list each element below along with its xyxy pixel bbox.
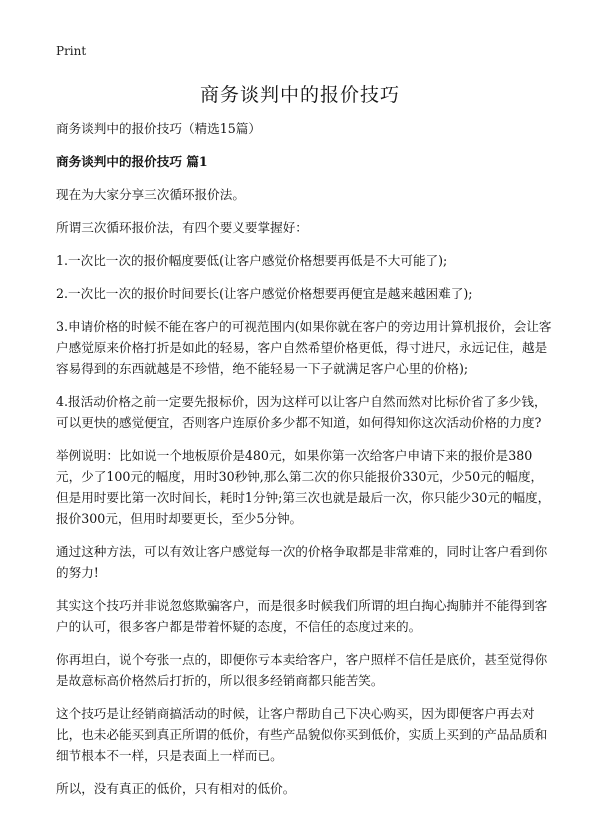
paragraph: 这个技巧是让经销商搞活动的时候，让客户帮助自己下决心购买，因为即便客户再去对比，也未必能买到真正所谓的低价，有些产品貌似你买到低价，实质上买到的产品品质和细节根本不一样，只是表面上一样而已。	[56, 706, 548, 763]
paragraph: 所以，没有真正的低价，只有相对的低价。	[56, 781, 296, 796]
document-body	[56, 118, 552, 811]
paragraph: 2.一次比一次的报价时间要长(让客户感觉价格想要再便宜是越来越困难了);	[56, 286, 473, 301]
paragraph: 通过这种方法，可以有效让客户感觉每一次的价格争取都是非常难的，同时让客户看到你的努力!	[56, 544, 548, 580]
paragraph: 其实这个技巧并非说忽悠欺骗客户，而是很多时候我们所谓的坦白掏心掏肺并不能得到客户的认可，很多客户都是带着怀疑的态度，不信任的态度过来的。	[56, 598, 548, 634]
paragraph: 3.申请价格的时候不能在客户的可视范围内(如果你就在客户的旁边用计算机报价，会让客户感觉原来价格打折是如此的轻易，客户自然希望价格更低，得寸进尺，永远记住，越是容易得到的东西就越是不珍惜，绝不能轻易一下子就满足客户心里的价格);	[56, 319, 552, 376]
subtitle: 商务谈判中的报价技巧（精选15篇）	[56, 121, 261, 136]
print-label: Print	[56, 44, 87, 58]
paragraph: 1.一次比一次的报价幅度要低(让客户感觉价格想要再低是不大可能了);	[56, 253, 448, 268]
paragraph: 你再坦白，说个夸张一点的，即便你亏本卖给客户，客户照样不信任是底价，甚至觉得你是故意标高价格然后打折的，所以很多经销商都只能苦笑。	[56, 652, 548, 688]
section-heading: 商务谈判中的报价技巧 篇1	[56, 154, 208, 169]
page-title: 商务谈判中的报价技巧	[199, 84, 400, 106]
paragraph: 现在为大家分享三次循环报价法。	[56, 187, 245, 202]
paragraph: 所谓三次循环报价法，有四个要义要掌握好：	[56, 220, 308, 235]
paragraph: 举例说明：比如说一个地板原价是480元，如果你第一次给客户申请下来的报价是380元，少了100元的幅度，用时30秒钟,那么第二次的你只能报价330元，少50元的幅度，但是用时要比第一次时间长，耗时1分钟;第三次也就是最后一次，你只能少30元的幅度，报价300元，但用时却要更长，至少5分钟。	[56, 448, 551, 526]
paragraph: 4.报活动价格之前一定要先报标价，因为这样可以让客户自然而然对比标价省了多少钱，可以更快的感觉便宜，否则客户连原价多少都不知道，如何得知你这次活动价格的力度?	[56, 394, 547, 430]
